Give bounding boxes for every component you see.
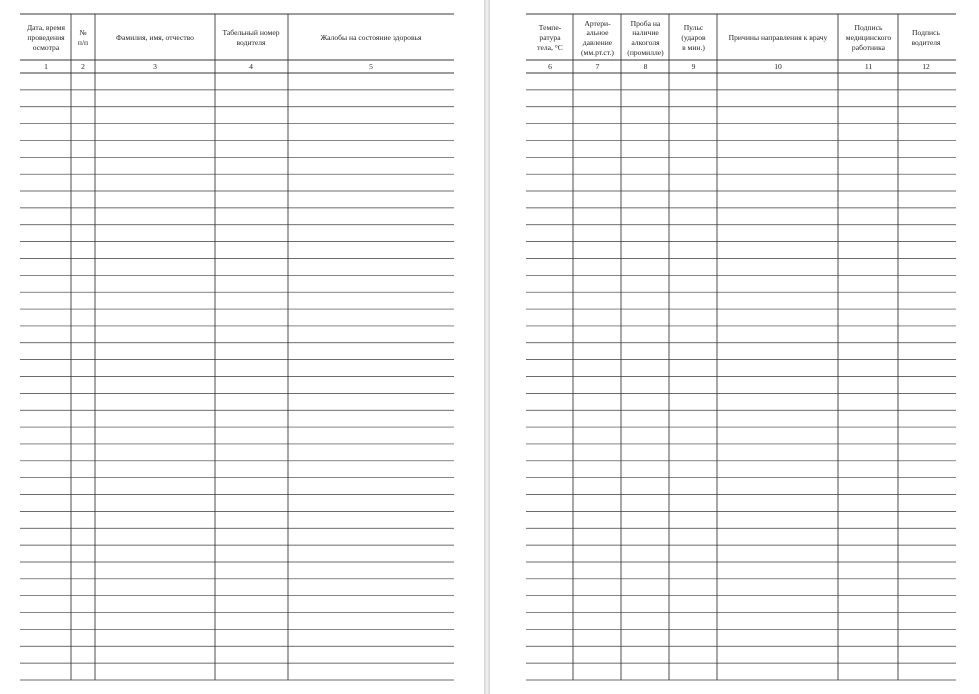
column-number: 1 [44, 62, 48, 71]
column-number: 8 [643, 62, 648, 71]
column-number: 2 [81, 62, 85, 71]
column-number: 3 [153, 62, 157, 71]
header-row-number: № п/п [77, 28, 89, 47]
column-number: 9 [691, 62, 696, 71]
column-number: 5 [369, 62, 373, 71]
header-pulse: Пульс (ударов в мин.) [681, 23, 706, 52]
header-health-complaints: Жалобы на состояние здоровья [320, 33, 422, 43]
header-medic-signature: Подпись медицинского работника [845, 23, 892, 52]
left-table-grid [0, 0, 484, 694]
left-page [0, 0, 484, 694]
header-referral-reasons: Причины направления к врачу [728, 33, 828, 43]
header-full-name: Фамилия, имя, отчество [116, 33, 194, 43]
right-page [490, 0, 979, 694]
column-number: 10 [774, 62, 782, 71]
header-blood-pressure: Артери- альное давление (мм.рт.ст.) [581, 18, 614, 57]
column-number: 7 [595, 62, 600, 71]
column-number: 12 [922, 62, 930, 71]
column-number: 6 [548, 62, 552, 71]
header-personnel-number: Табельный номер водителя [222, 28, 280, 47]
column-number: 4 [249, 62, 253, 71]
header-body-temperature: Темпе- ратура тела, °С [537, 23, 563, 52]
header-alcohol-test: Проба на наличие алкоголя (промилле) [627, 18, 664, 57]
header-driver-signature: Подпись водителя [911, 28, 941, 47]
header-date-time: Дата, время проведения осмотра [27, 23, 65, 52]
column-number: 11 [864, 62, 873, 71]
right-table-grid [490, 0, 979, 694]
